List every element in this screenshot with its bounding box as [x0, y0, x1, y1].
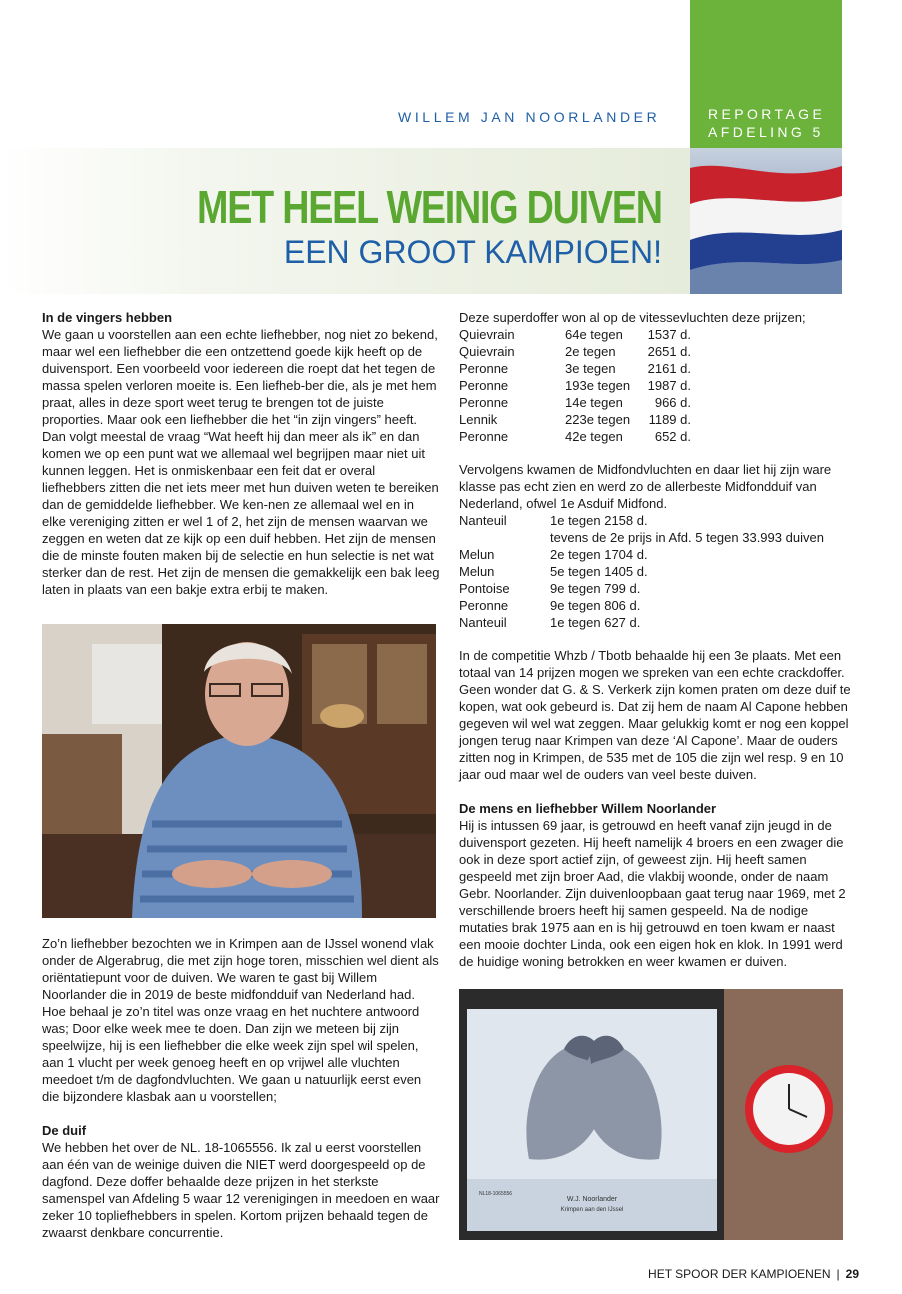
- table-row: [459, 428, 859, 445]
- right-column-bottom: [459, 647, 859, 970]
- body-paragraph: Hij is intussen 69 jaar, is getrouwd en heeft vanaf zijn jeugd in de duivensport gezeten. Hij heeft namelijk 4 broers en een zwager die ook in deze sport actief zijn, of geweest zijn. Hij heeft samen gespeeld met zijn broer Aad, die vlakbij woonde, onder de naam Gebr. Noorlander. Zijn duivenloopbaan gaat terug naar 1969, met 2 verschillende broers heeft hij samen gespeeld. Na de nodige mutaties brak 1975 aan en is hij getrouwd en toen kwam er naast een mooie dochter Linda, ook een eigen hok en klok. In 1991 werd de huidige woning betrokken en weer kwamen er duiven.: [459, 818, 846, 969]
- result-place: Lennik: [459, 412, 498, 427]
- result-place: Melun: [459, 564, 495, 579]
- page-footer: [648, 1267, 859, 1281]
- table-row: [459, 343, 859, 360]
- poster-owner-text: W.J. Noorlander: [566, 1196, 618, 1203]
- result-rank: 14e tegen: [565, 395, 623, 410]
- footer-separator: |: [836, 1267, 840, 1281]
- result-place: Peronne: [459, 378, 509, 393]
- dutch-flag-image: [690, 148, 842, 294]
- result-count: 2161 d.: [647, 361, 691, 376]
- result-place: Pontoise: [459, 581, 510, 596]
- section-tag-line2: AFDELING 5: [708, 124, 824, 140]
- table-row: [459, 394, 859, 411]
- result-detail: 1e tegen 627 d.: [550, 615, 641, 630]
- result-place: Nanteuil: [459, 615, 507, 630]
- result-rank: 3e tegen: [565, 361, 616, 376]
- vitesse-results-table: [459, 326, 859, 445]
- page-number: 29: [845, 1267, 859, 1281]
- table-row: [459, 563, 869, 580]
- body-paragraph: We gaan u voorstellen aan een echte liefhebber, nog niet zo bekend, maar wel een liefhebber die een ontzettend goede kijk heeft op de duivensport. Een voorbeeld voor iedereen die roept dat het tegen de massa spelen verloren moeite is. Een liefheb-ber die, als je met hem praat, alles in deze sport weet terug te brengen tot de juiste proporties. Maar ook een liefhebber die het “in zijn vingers” heeft. Dan volgt meestal de vraag “Wat heeft hij dan meer als ik” en dan komen we op een punt wat we allemaal wel begrijpen maar niet uit kunnen leggen. Het is onmiskenbaar een feit dat er overal liefhebbers zitten die net iets meer met hun duiven weten te bereiken dan de gemiddelde liefhebber. We ken-nen ze allemaal wel en in elke vereniging zitten er wel 1 of 2, het zijn de mensen waarvan we zeggen en weten dat ze kijk op een duif hebben. Het zijn de mensen die de minste fouten maken bij de selectie en hun selectie is net wat sterker dan de rest. Het zijn de mensen die gemakkelijk een bak leeg laten in plaats van een bakje extra erbij te maken.: [42, 327, 440, 597]
- subheadline: EEN GROOT KAMPIOEN!: [283, 234, 662, 270]
- section-tag: [690, 0, 842, 148]
- result-detail: 9e tegen 799 d.: [550, 581, 641, 596]
- result-place: Peronne: [459, 429, 509, 444]
- section-heading: De mens en liefhebber Willem Noorlander: [459, 801, 717, 816]
- right-intro: [459, 309, 859, 326]
- result-place: Quievrain: [459, 344, 515, 359]
- table-row: [459, 377, 859, 394]
- result-place: Melun: [459, 547, 495, 562]
- result-place: Peronne: [459, 598, 509, 613]
- result-rank: 223e tegen: [565, 412, 631, 427]
- left-column-bottom: [42, 935, 440, 1241]
- midfond-results-table: [459, 512, 869, 631]
- body-paragraph: In de competitie Whzb / Tbotb behaalde hij een 3e plaats. Met een totaal van 14 prijzen mogen we spreken van een echte crackdoffer. Geen wonder dat G. & S. Verkerk zijn komen praten om deze duif te kopen, wat ook gebeurd is. Dat zij hem de naam Al Capone hebben gegeven wil wel wat zeggen. Maar gelukkig komt er nog een koppel jongen terug naar Krimpen van deze ‘Al Capone’. Maar de ouders zitten nog in Krimpen, de 535 met de 105 die zijn wel resp. 9 en 10 jaar oud maar wel de ouders van veel beste duiven.: [459, 648, 851, 782]
- body-paragraph: Vervolgens kwamen de Midfondvluchten en daar liet hij zijn ware klasse pas echt zien en werd zo de allerbeste Midfondduif van Nederland, ofwel 1e Asduif Midfond.: [459, 462, 832, 511]
- author-byline: WILLEM JAN NOORLANDER: [398, 109, 661, 125]
- poster-photo: [459, 989, 843, 1240]
- table-row: [459, 512, 869, 529]
- table-row: [459, 597, 869, 614]
- table-row: [459, 326, 859, 343]
- result-count: 1987 d.: [647, 378, 691, 393]
- result-detail: 1e tegen 2158 d.: [550, 513, 648, 528]
- body-paragraph: Zo’n liefhebber bezochten we in Krimpen aan de IJssel wonend vlak onder de Algerabrug, die met zijn hoge toren, misschien wel dient als oriëntatiepunt voor de duiven. We waren te gast bij Willem Noorlander die in 2019 de beste midfondduif van Nederland had. Hoe behaal je zo’n titel was onze vraag en het nuchtere antwoord was; Door elke week mee te doen. Dan zijn we meteen bij zijn speelwijze, hij is een liefhebber die elke week zijn spel wil spelen, aan 1 vlucht per week genoeg heeft en op vrijwel alle vluchten meedoet t/m de dagfondvluchten. We gaan u natuurlijk eerst even die bijzondere klasbak aan u voorstellen;: [42, 936, 439, 1104]
- result-place: Peronne: [459, 361, 509, 376]
- section-heading: In de vingers hebben: [42, 310, 173, 325]
- result-rank: 64e tegen: [565, 327, 623, 342]
- result-place: Quievrain: [459, 327, 515, 342]
- result-count: 652 d.: [654, 429, 691, 444]
- section-heading: De duif: [42, 1123, 87, 1138]
- poster-ring-text: NL18-1065556: [479, 1191, 513, 1197]
- table-row: [459, 614, 869, 631]
- result-count: 966 d.: [654, 395, 691, 410]
- result-detail: 9e tegen 806 d.: [550, 598, 641, 613]
- body-paragraph: Deze superdoffer won al op de vitessevluchten deze prijzen;: [459, 310, 806, 325]
- result-rank: 2e tegen: [565, 344, 616, 359]
- table-row: [459, 546, 869, 563]
- result-count: 1537 d.: [647, 327, 691, 342]
- result-count: 2651 d.: [647, 344, 691, 359]
- table-row: [459, 360, 859, 377]
- body-paragraph: We hebben het over de NL. 18-1065556. Ik zal u eerst voorstellen aan één van de weinige duiven die NIET werd doorgespeeld op de dagfond. Deze doffer behaalde deze prijzen in het sterkste samenspel van Afdeling 5 waar 12 verenigingen in meedoen en waar zeker 10 topliefhebbers in spelen. Kortom prijzen behaald tegen de zwaarst denkbare concurrentie.: [42, 1140, 440, 1240]
- result-count: 1189 d.: [648, 412, 691, 427]
- headline: MET HEEL WEINIG DUIVEN: [197, 181, 662, 233]
- poster-town-text: Krimpen aan den IJssel: [560, 1207, 624, 1213]
- section-tag-line1: REPORTAGE: [708, 106, 826, 122]
- result-place: Peronne: [459, 395, 509, 410]
- result-place: Nanteuil: [459, 513, 507, 528]
- table-row: [459, 411, 859, 428]
- result-detail: 2e tegen 1704 d.: [550, 547, 648, 562]
- result-detail: 5e tegen 1405 d.: [550, 564, 648, 579]
- result-rank: 193e tegen: [565, 378, 631, 393]
- table-row: [459, 529, 869, 546]
- table-row: [459, 580, 869, 597]
- result-rank: 42e tegen: [565, 429, 623, 444]
- left-column-top: [42, 309, 440, 598]
- portrait-photo: [42, 624, 436, 918]
- result-detail: tevens de 2e prijs in Afd. 5 tegen 33.993 duiven: [550, 530, 824, 545]
- right-midfond-intro: [459, 461, 859, 512]
- magazine-name: HET SPOOR DER KAMPIOENEN: [648, 1267, 831, 1281]
